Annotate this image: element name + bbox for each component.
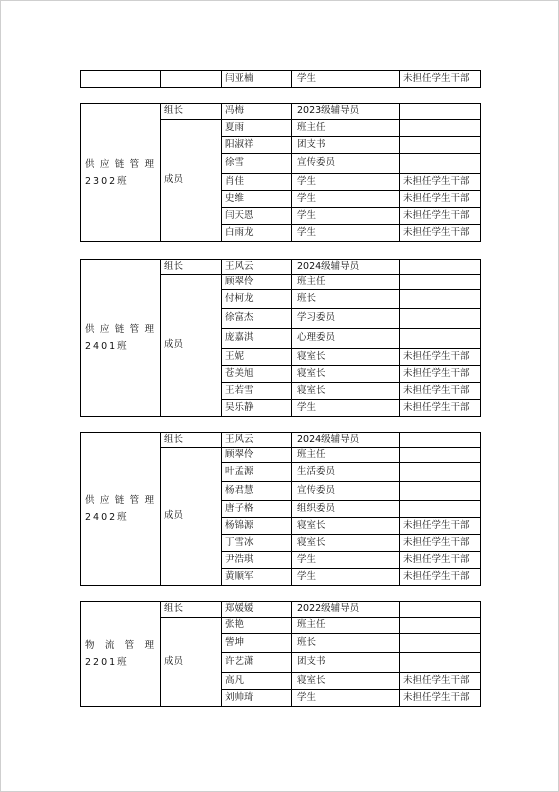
member-name: 黄顺军 [222,569,292,586]
member-note [400,275,481,290]
member-name: 訾坤 [222,634,292,653]
class-name: 供应链管理2402班 [81,433,161,586]
member-note [400,154,481,174]
member-role: 班主任 [292,275,400,290]
member-name: 唐子格 [222,501,292,518]
member-note [400,634,481,653]
table-row [81,260,481,275]
member-role: 寝室长 [292,518,400,535]
group-cell [161,71,222,88]
member-note: 未担任学生干部 [400,383,481,400]
member-role: 团支书 [292,653,400,673]
member-note [400,329,481,349]
member-role: 班长 [292,634,400,653]
member-name: 徐富杰 [222,309,292,329]
member-name: 杨君慧 [222,482,292,501]
class-cell [81,71,161,88]
member-role: 寝室长 [292,535,400,552]
leader-label: 组长 [161,602,222,618]
member-role: 学习委员 [292,309,400,329]
member-name: 郑媛媛 [222,602,292,618]
member-role: 班主任 [292,120,400,137]
member-note [400,602,481,618]
member-note: 未担任学生干部 [400,673,481,690]
member-name: 吴乐静 [222,400,292,417]
member-note: 未担任学生干部 [400,535,481,552]
member-name: 王若雪 [222,383,292,400]
member-note: 未担任学生干部 [400,400,481,417]
member-role: 心理委员 [292,329,400,349]
class-name: 供应链管理2401班 [81,260,161,417]
member-name: 王妮 [222,349,292,366]
member-role: 宣传委员 [292,482,400,501]
member-note [400,120,481,137]
member-name: 顾翠伶 [222,275,292,290]
member-label: 成员 [161,448,222,586]
class-name: 供应链管理2302班 [81,104,161,242]
member-role: 学生 [292,690,400,707]
class-name: 物流管理2201班 [81,602,161,707]
member-role: 学生 [292,71,400,88]
member-name: 王风云 [222,433,292,448]
member-label: 成员 [161,275,222,417]
table-row [81,602,481,618]
member-role: 2024级辅导员 [292,433,400,448]
member-role: 班主任 [292,618,400,634]
member-note: 未担任学生干部 [400,518,481,535]
member-name: 冯梅 [222,104,292,120]
member-note: 未担任学生干部 [400,366,481,383]
member-name: 叶孟源 [222,463,292,482]
member-name: 杨锦源 [222,518,292,535]
member-role: 寝室长 [292,349,400,366]
member-note: 未担任学生干部 [400,174,481,191]
group-table [80,601,481,707]
member-note [400,501,481,518]
member-name: 许艺潇 [222,653,292,673]
member-name: 徐雪 [222,154,292,174]
member-name: 尹浩琪 [222,552,292,569]
member-note [400,618,481,634]
member-role: 寝室长 [292,673,400,690]
member-name: 张艳 [222,618,292,634]
member-name: 白雨龙 [222,225,292,242]
leader-label: 组长 [161,260,222,275]
continuation-table [80,70,481,88]
member-name: 王风云 [222,260,292,275]
member-note [400,482,481,501]
member-note: 未担任学生干部 [400,208,481,225]
member-name: 付柯龙 [222,290,292,309]
member-role: 班主任 [292,448,400,463]
member-label: 成员 [161,120,222,242]
member-role: 2023级辅导员 [292,104,400,120]
member-name: 刘帅琦 [222,690,292,707]
group-table [80,432,481,586]
member-note [400,137,481,154]
group-table [80,103,481,242]
member-role: 2022级辅导员 [292,602,400,618]
member-note [400,653,481,673]
member-role: 学生 [292,191,400,208]
member-role: 班长 [292,290,400,309]
member-name: 闫亚楠 [222,71,292,88]
member-note: 未担任学生干部 [400,569,481,586]
member-note: 未担任学生干部 [400,225,481,242]
member-role: 2024级辅导员 [292,260,400,275]
member-name: 高凡 [222,673,292,690]
member-role: 团支书 [292,137,400,154]
member-note [400,433,481,448]
group-table [80,259,481,417]
member-note [400,290,481,309]
leader-label: 组长 [161,433,222,448]
table-row [81,104,481,120]
table-row [81,71,481,88]
member-role: 寝室长 [292,366,400,383]
member-name: 丁雪冰 [222,535,292,552]
member-note [400,104,481,120]
member-note: 未担任学生干部 [400,690,481,707]
member-role: 寝室长 [292,383,400,400]
leader-label: 组长 [161,104,222,120]
member-note: 未担任学生干部 [400,191,481,208]
member-name: 闫天恩 [222,208,292,225]
table-row [81,433,481,448]
member-note [400,309,481,329]
member-role: 学生 [292,208,400,225]
member-name: 苍美旭 [222,366,292,383]
member-role: 生活委员 [292,463,400,482]
member-label: 成员 [161,618,222,707]
member-role: 学生 [292,569,400,586]
member-name: 顾翠伶 [222,448,292,463]
member-role: 学生 [292,552,400,569]
member-note: 未担任学生干部 [400,552,481,569]
member-name: 肖佳 [222,174,292,191]
member-note: 未担任学生干部 [400,349,481,366]
member-note: 未担任学生干部 [400,71,481,88]
member-name: 阳淑祥 [222,137,292,154]
member-note [400,260,481,275]
member-note [400,463,481,482]
member-note [400,448,481,463]
member-name: 史维 [222,191,292,208]
member-role: 组织委员 [292,501,400,518]
member-role: 宣传委员 [292,154,400,174]
member-name: 夏雨 [222,120,292,137]
member-role: 学生 [292,225,400,242]
member-name: 庞嘉淇 [222,329,292,349]
member-role: 学生 [292,174,400,191]
member-role: 学生 [292,400,400,417]
